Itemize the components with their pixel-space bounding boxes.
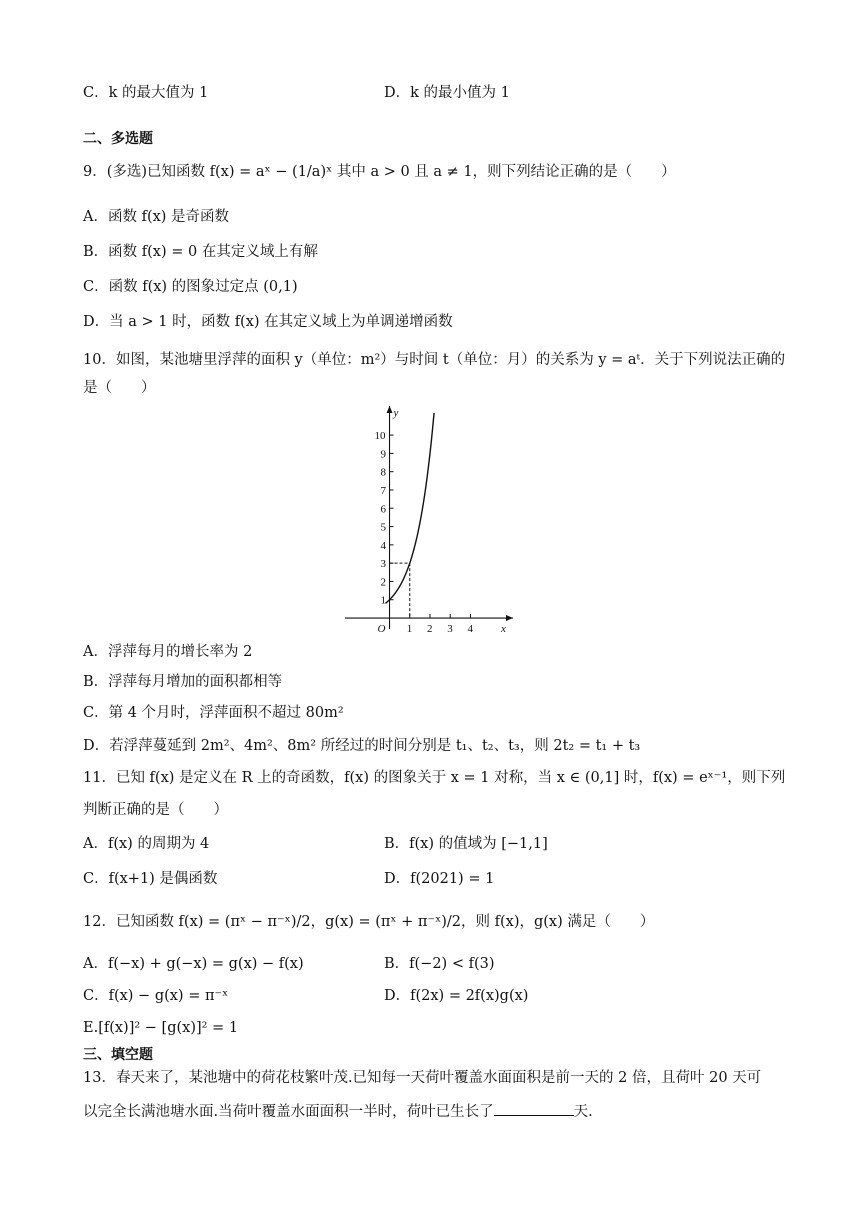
question-11-stem: 11．已知 f(x) 是定义在 R 上的奇函数，f(x) 的图象关于 x = 1 对称，当 x ∈ (0,1] 时，f(x) = eˣ⁻¹，则下列	[83, 770, 786, 786]
question-9-stem: 9．(多选)已知函数 f(x) = aˣ − (1/a)ˣ 其中 a > 0 且 a ≠ 1，则下列结论正确的是（ ）	[83, 164, 676, 180]
question-13-text: 以完全长满池塘水面.当荷叶覆盖水面面积一半时，荷叶已生长了	[83, 1104, 494, 1120]
y-tick-label: 2	[380, 576, 387, 589]
x-axis-arrow	[506, 615, 513, 621]
q10-option-b: B．浮萍每月增加的面积都相等	[83, 674, 283, 690]
question-10-stem: 10．如图，某池塘里浮萍的面积 y（单位：m²）与时间 t（单位：月）的关系为 y = aᵗ．关于下列说法正确的	[83, 352, 786, 368]
q12-option-d: D．f(2x) = 2f(x)g(x)	[384, 988, 529, 1004]
q11-option-a: A．f(x) 的周期为 4	[83, 836, 210, 852]
question-13-stem: 13．春天来了，某池塘中的荷花枝繁叶茂.已知每一天荷叶覆盖水面面积是前一天的 2 倍，且荷叶 20 天可	[83, 1070, 762, 1086]
y-axis-arrow	[387, 406, 393, 413]
q9-option-a: A．函数 f(x) 是奇函数	[83, 209, 230, 225]
y-tick-label: 4	[380, 539, 387, 552]
q11-option-c: C．f(x+1) 是偶函数	[83, 871, 218, 887]
question-12-stem: 12．已知函数 f(x) = (πˣ − π⁻ˣ)/2，g(x) = (πˣ + π⁻ˣ)/2，则 f(x)，g(x) 满足（ ）	[83, 914, 655, 930]
q10-option-c: C．第 4 个月时，浮萍面积不超过 80m²	[83, 705, 344, 721]
question-13-stem-cont	[83, 1101, 593, 1122]
y-tick-label: 5	[380, 521, 387, 534]
q10-option-a: A．浮萍每月的增长率为 2	[83, 644, 253, 660]
exponential-graph	[345, 404, 515, 636]
question-10-stem-cont: 是（ ）	[83, 380, 156, 396]
q12-option-b: B．f(−2) < f(3)	[384, 956, 495, 972]
y-axis-label: y	[393, 407, 399, 419]
x-tick-label: 2	[427, 623, 433, 636]
y-tick-label: 8	[380, 466, 387, 479]
y-tick-label: 10	[374, 430, 386, 443]
x-tick-label: 3	[447, 623, 453, 636]
x-axis-label: x	[501, 623, 506, 636]
q9-option-c: C．函数 f(x) 的图象过定点 (0,1)	[83, 279, 298, 295]
section-heading-fill-in: 三、填空题	[83, 1047, 153, 1063]
question-13-unit: 天.	[573, 1104, 593, 1120]
option-d-k-min: D．k 的最小值为 1	[384, 85, 510, 101]
x-tick-label: 1	[406, 623, 413, 636]
answer-blank[interactable]	[494, 1101, 574, 1116]
q12-option-e: E.[f(x)]² − [g(x)]² = 1	[83, 1020, 239, 1036]
option-c-k-max: C．k 的最大值为 1	[83, 85, 209, 101]
q9-option-d: D．当 a > 1 时，函数 f(x) 在其定义域上为单调递增函数	[83, 314, 453, 330]
y-tick-label: 1	[380, 594, 387, 607]
q10-option-d: D．若浮萍蔓延到 2m²、4m²、8m² 所经过的时间分别是 t₁、t₂、t₃，则 2t₂ = t₁ + t₃	[83, 738, 641, 754]
q11-option-b: B．f(x) 的值域为 [−1,1]	[384, 836, 548, 852]
y-tick-label: 7	[380, 484, 387, 497]
section-heading-multiple-choice: 二、多选题	[83, 131, 153, 147]
q12-option-c: C．f(x) − g(x) = π⁻ˣ	[83, 988, 229, 1004]
x-tick-label: 4	[467, 623, 473, 636]
origin-label: O	[377, 623, 386, 636]
q12-option-a: A．f(−x) + g(−x) = g(x) − f(x)	[83, 956, 304, 972]
q11-option-d: D．f(2021) = 1	[384, 871, 495, 887]
question-11-stem-cont: 判断正确的是（ ）	[83, 802, 228, 818]
y-tick-label: 6	[380, 503, 387, 516]
y-tick-label: 9	[380, 448, 387, 461]
q9-option-b: B．函数 f(x) = 0 在其定义域上有解	[83, 244, 318, 260]
y-tick-label: 3	[380, 558, 387, 571]
